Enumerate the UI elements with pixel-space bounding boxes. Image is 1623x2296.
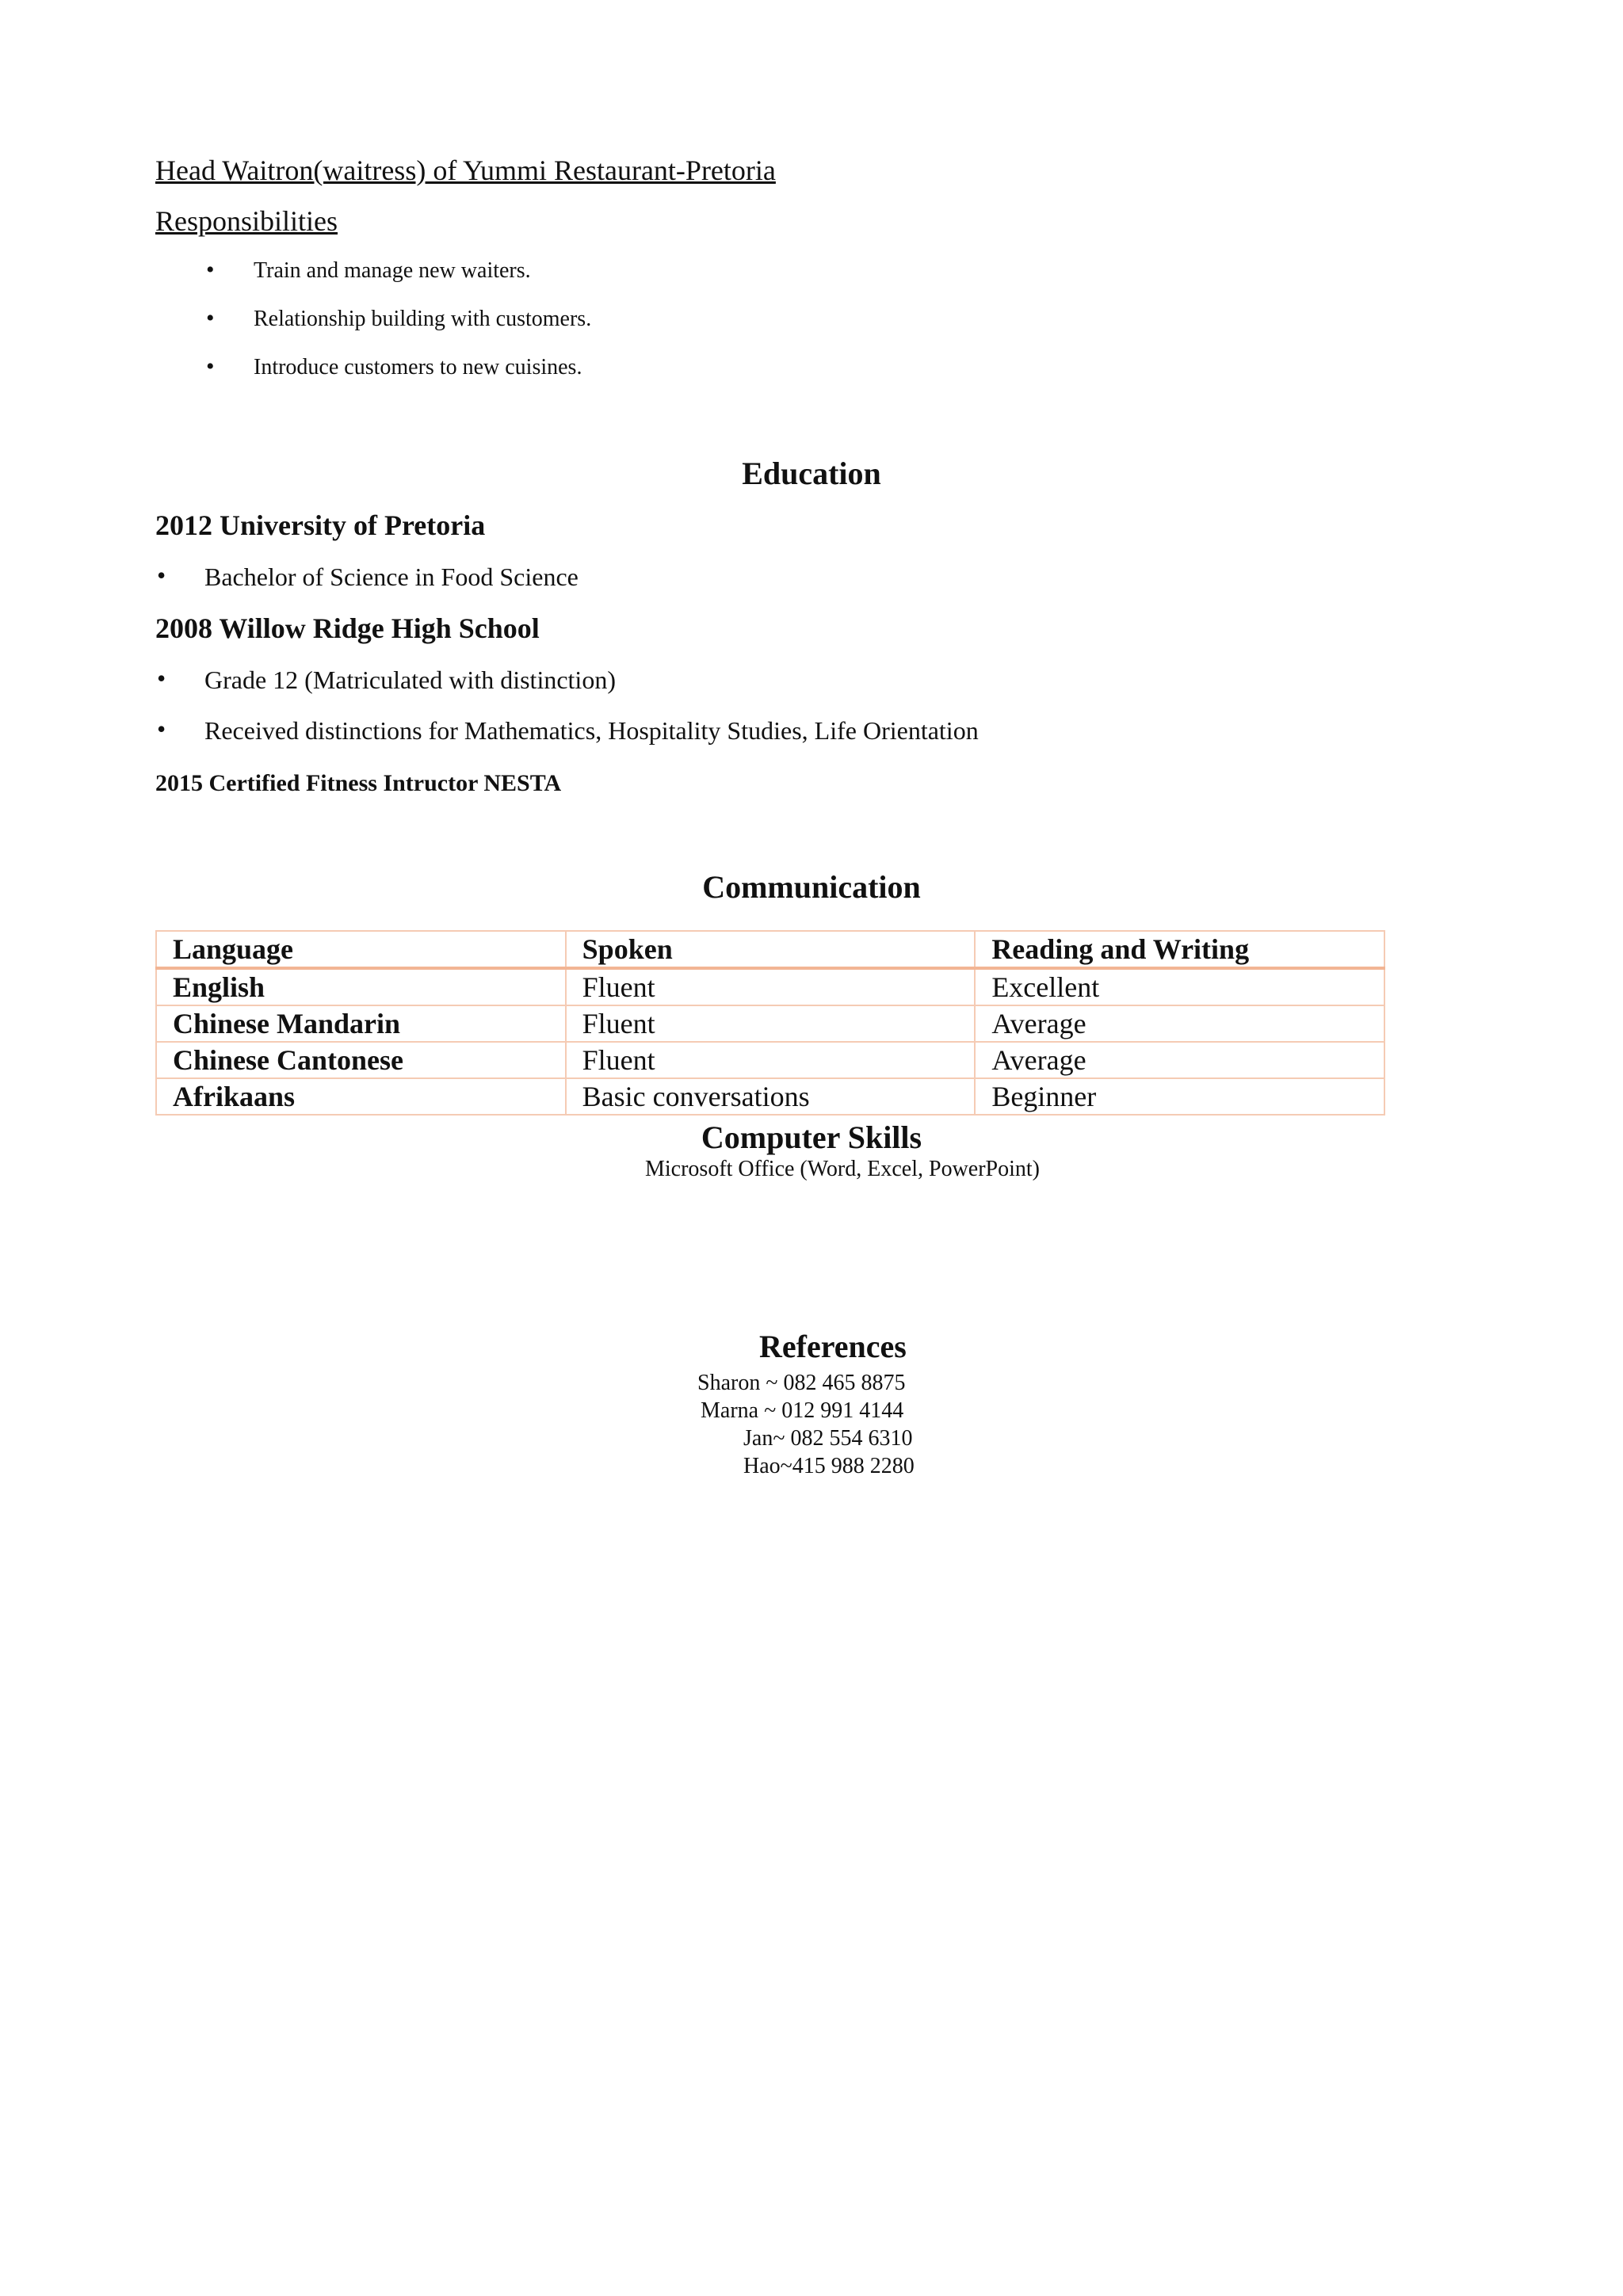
list-item — [206, 257, 531, 284]
bullet-icon: • — [206, 305, 215, 331]
bullet-icon: • — [157, 715, 166, 743]
spoken-cell: Fluent — [566, 1042, 976, 1078]
reference-item: Marna ~ 012 991 4144 — [701, 1398, 904, 1423]
education-heading: Education — [742, 456, 881, 491]
responsibility-text: Train and manage new waiters. — [254, 258, 531, 283]
list-item — [157, 715, 979, 746]
bullet-icon: • — [206, 257, 215, 283]
column-header: Reading and Writing — [975, 931, 1384, 968]
table-row — [156, 1078, 1384, 1115]
table-row — [156, 1042, 1384, 1078]
communication-heading: Communication — [702, 869, 921, 905]
references-heading: References — [759, 1329, 907, 1364]
job-title: Head Waitron(waitress) of Yummi Restaurant-Pretoria — [155, 154, 776, 186]
reference-item: Jan~ 082 554 6310 — [743, 1426, 913, 1451]
language-cell: English — [156, 968, 566, 1005]
list-item — [206, 353, 582, 380]
language-table — [155, 930, 1385, 1116]
computer-skills-heading: Computer Skills — [701, 1119, 922, 1155]
list-item — [206, 305, 592, 332]
language-cell: Afrikaans — [156, 1078, 566, 1115]
computer-skills-text: Microsoft Office (Word, Excel, PowerPoint) — [645, 1157, 1040, 1181]
spoken-cell: Basic conversations — [566, 1078, 976, 1115]
education-item-text: Received distinctions for Mathematics, Hospitality Studies, Life Orientation — [204, 716, 979, 745]
certification: 2015 Certified Fitness Intructor NESTA — [155, 770, 562, 796]
bullet-icon: • — [206, 353, 215, 379]
reference-item: Hao~415 988 2280 — [743, 1454, 915, 1478]
responsibilities-heading: Responsibilities — [155, 205, 338, 237]
reading-writing-cell: Beginner — [975, 1078, 1384, 1115]
reading-writing-cell: Excellent — [975, 968, 1384, 1005]
bullet-icon: • — [157, 664, 166, 692]
table-header-row — [156, 931, 1384, 968]
reading-writing-cell: Average — [975, 1042, 1384, 1078]
responsibility-text: Relationship building with customers. — [254, 307, 592, 331]
reading-writing-cell: Average — [975, 1005, 1384, 1042]
spoken-cell: Fluent — [566, 968, 976, 1005]
table-row — [156, 968, 1384, 1005]
language-cell: Chinese Mandarin — [156, 1005, 566, 1042]
education-item-text: Bachelor of Science in Food Science — [204, 563, 579, 591]
bullet-icon: • — [157, 561, 166, 589]
language-cell: Chinese Cantonese — [156, 1042, 566, 1078]
education-entry-title: 2008 Willow Ridge High School — [155, 612, 540, 644]
spoken-cell: Fluent — [566, 1005, 976, 1042]
column-header: Spoken — [566, 931, 976, 968]
column-header: Language — [156, 931, 566, 968]
responsibility-text: Introduce customers to new cuisines. — [254, 355, 582, 379]
list-item — [157, 664, 616, 695]
reference-item: Sharon ~ 082 465 8875 — [697, 1371, 906, 1395]
education-item-text: Grade 12 (Matriculated with distinction) — [204, 666, 616, 694]
table-row — [156, 1005, 1384, 1042]
list-item — [157, 561, 579, 592]
education-entry-title: 2012 University of Pretoria — [155, 509, 486, 541]
